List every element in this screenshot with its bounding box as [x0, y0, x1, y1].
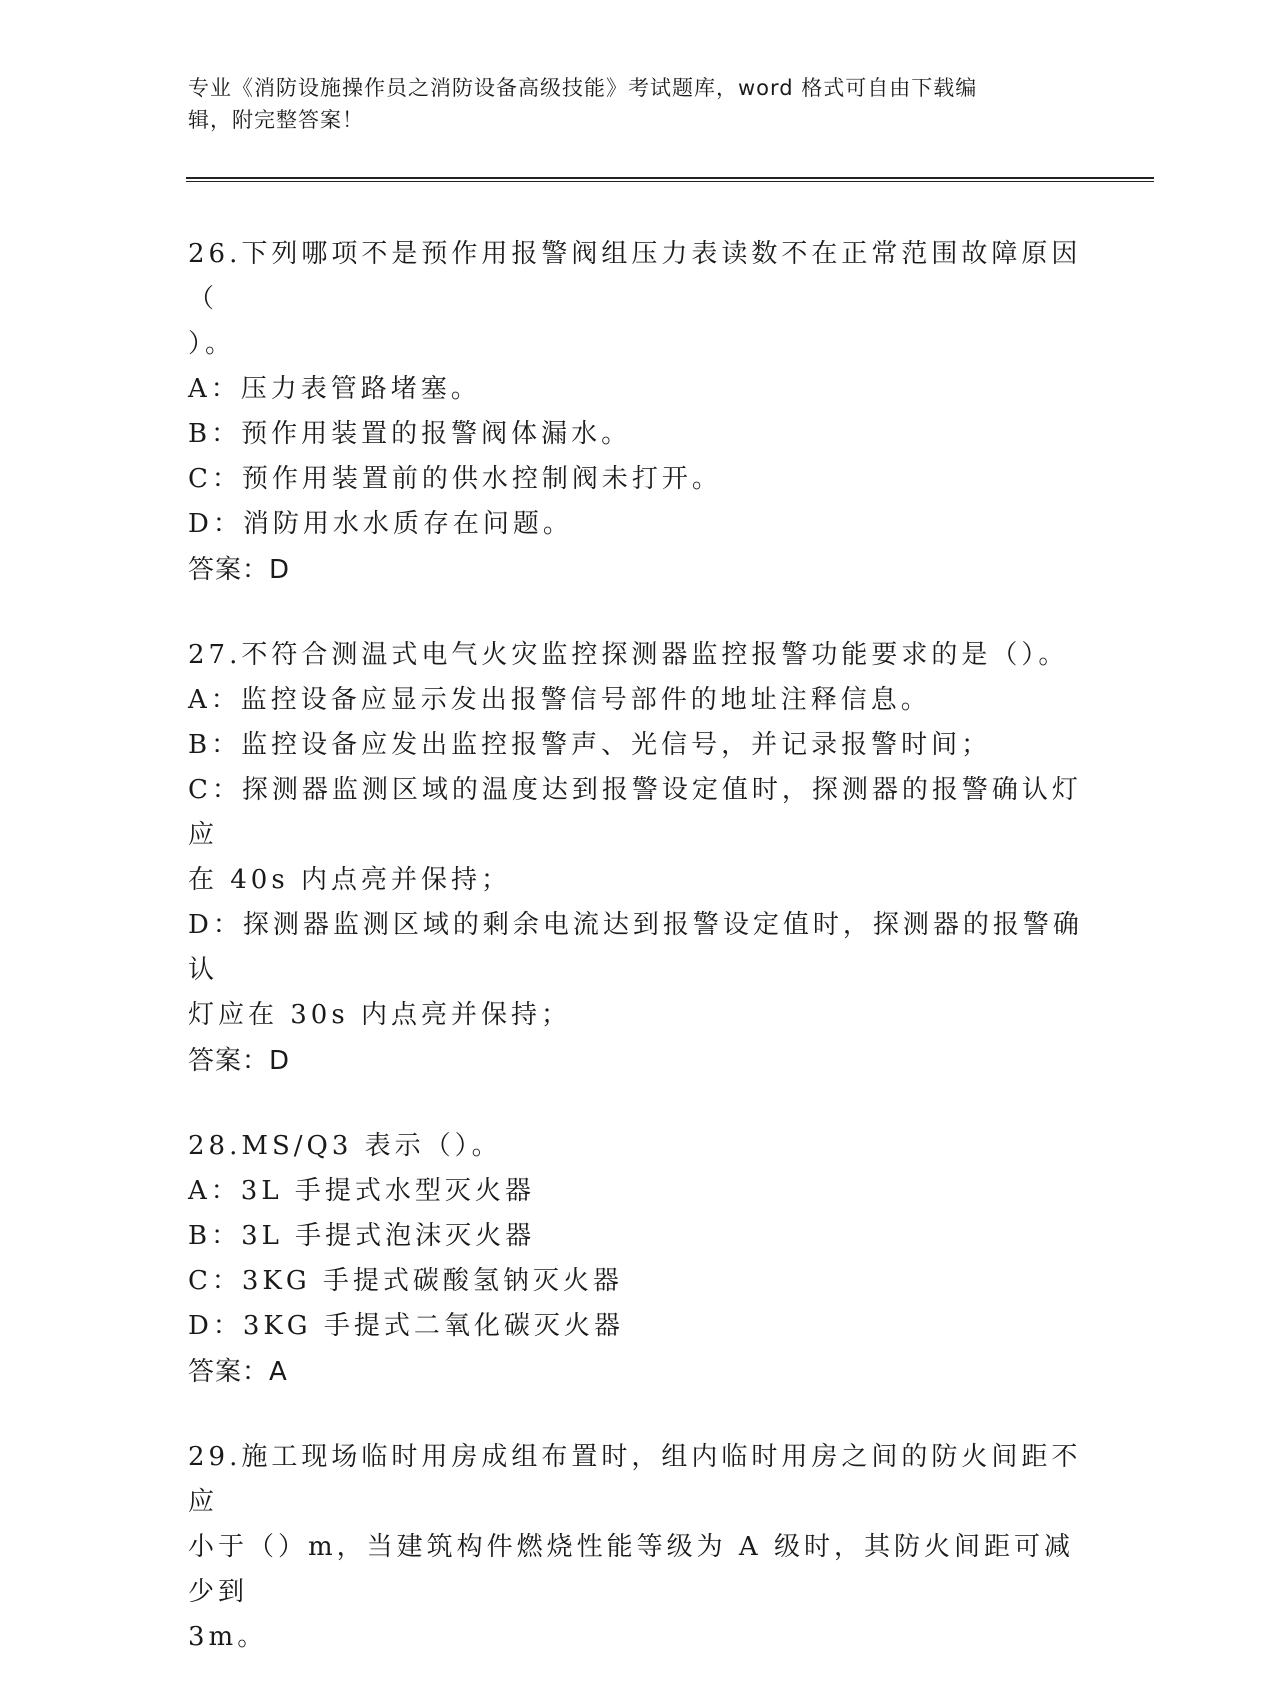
question-stem: 3m。	[188, 1622, 268, 1652]
question-list	[188, 232, 1088, 1700]
option-b: B：3L 手提式泡沫灭火器	[188, 1221, 536, 1251]
document-header	[188, 72, 1068, 136]
answer-label: 答案：A	[188, 1357, 288, 1387]
header-line-1: 专业《消防设施操作员之消防设备高级技能》考试题库，word 格式可自由下载编	[188, 76, 978, 100]
option-c: C：预作用装置前的供水控制阀未打开。	[188, 464, 722, 494]
answer-label: 答案：D	[188, 1046, 291, 1076]
question-28	[188, 1124, 1088, 1395]
question-stem: ）。	[188, 329, 236, 359]
answer-label: 答案：D	[188, 555, 291, 585]
option-b: B：监控设备应发出监控报警声、光信号，并记录报警时间；	[188, 730, 992, 760]
question-26	[188, 232, 1088, 593]
option-d: D：探测器监测区域的剩余电流达到报警设定值时，探测器的报警确认	[188, 910, 1083, 985]
question-stem: 26.下列哪项不是预作用报警阀组压力表读数不在正常范围故障原因（	[188, 239, 1082, 314]
question-stem: 27.不符合测温式电气火灾监控探测器监控报警功能要求的是（）。	[188, 640, 1069, 670]
header-divider-thick	[186, 177, 1154, 179]
header-line-2: 辑，附完整答案！	[188, 108, 364, 132]
option-d: D：3KG 手提式二氧化碳灭火器	[188, 1311, 624, 1341]
option-d-continued: 灯应在 30s 内点亮并保持；	[188, 1000, 571, 1030]
question-stem: 28.MS/Q3 表示（）。	[188, 1131, 502, 1161]
option-a: A：监控设备应显示发出报警信号部件的地址注释信息。	[188, 685, 931, 715]
question-stem: 小于（）m，当建筑构件燃烧性能等级为 A 级时，其防火间距可减少到	[188, 1532, 1074, 1607]
question-27	[188, 633, 1088, 1084]
option-c-continued: 在 40s 内点亮并保持；	[188, 865, 511, 895]
option-a: A：压力表管路堵塞。	[188, 374, 481, 404]
header-divider-thin	[186, 181, 1154, 182]
option-b: B：预作用装置的报警阀体漏水。	[188, 419, 632, 449]
option-d: D：消防用水水质存在问题。	[188, 509, 573, 539]
question-29	[188, 1435, 1088, 1660]
option-c: C：3KG 手提式碳酸氢钠灭火器	[188, 1266, 623, 1296]
option-a: A：3L 手提式水型灭火器	[188, 1176, 535, 1206]
question-stem: 29.施工现场临时用房成组布置时，组内临时用房之间的防火间距不应	[188, 1442, 1082, 1517]
option-c: C：探测器监测区域的温度达到报警设定值时，探测器的报警确认灯应	[188, 775, 1082, 850]
